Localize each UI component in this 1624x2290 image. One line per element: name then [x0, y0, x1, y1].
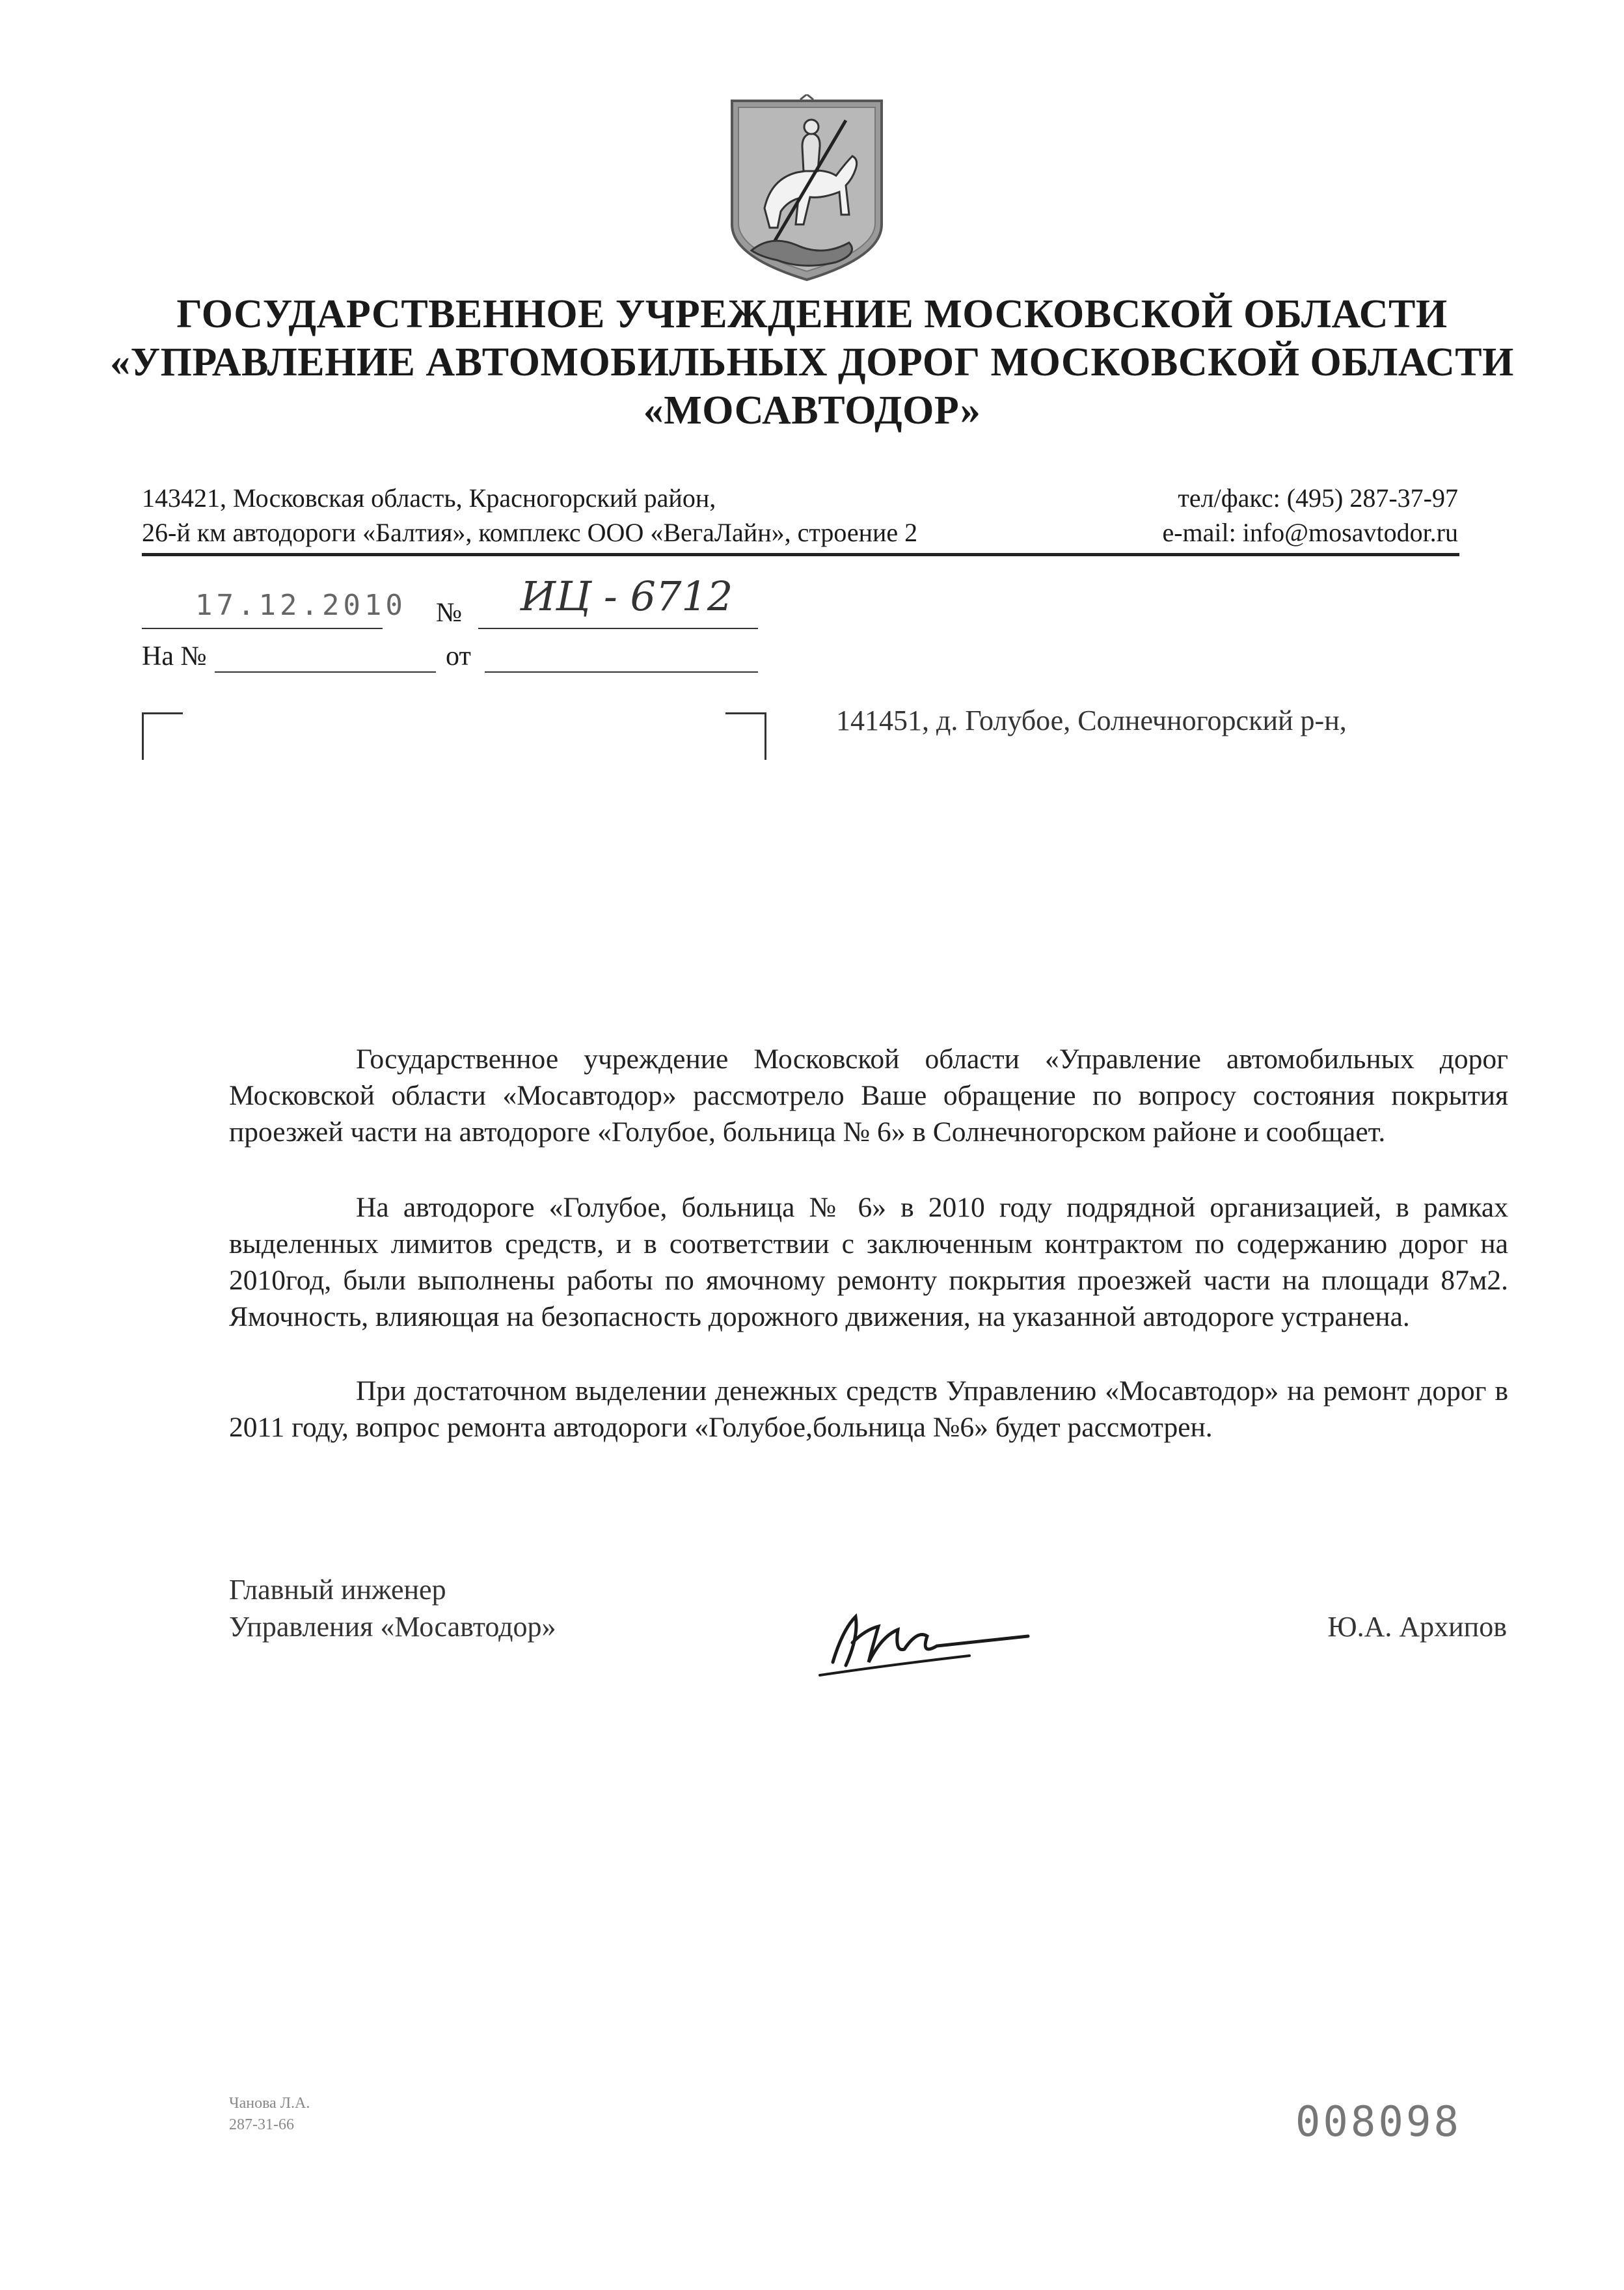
outgoing-date-underline: [142, 628, 383, 629]
reply-from-date-underline: [485, 671, 758, 673]
coat-of-arms-emblem: [725, 94, 888, 283]
handwritten-signature: [807, 1591, 1041, 1688]
body-paragraph-2: На автодороге «Голубое, больница № 6» в 2010 году подрядной организацией, в рамках выделенных лимитов средств, и в соответствии с заключенным контрактом по содержанию дорог на 2010год, были выполнены работы по ямочному ремонту покрытия проезжей части на площади 87м2. Ямочность, влияющая на безопасность дорожного движения, на указанной автодороге устранена.: [229, 1192, 1508, 1332]
outgoing-number-label: №: [436, 598, 463, 628]
org-name-line-1: ГОСУДАРСТВЕННОЕ УЧРЕЖДЕНИЕ МОСКОВСКОЙ ОБЛАСТИ: [176, 292, 1448, 336]
org-name-line-3: «МОСАВТОДОР»: [643, 388, 981, 433]
address-corner-right: [725, 712, 766, 760]
signatory-title-line-1: Главный инженер: [229, 1574, 446, 1606]
reply-from-date-label: от: [446, 641, 471, 671]
org-address-line-1: 143421, Московская область, Красногорский район,: [142, 483, 716, 513]
executor-phone: 287-31-66: [229, 2116, 294, 2133]
executor-name: Чанова Л.А.: [229, 2095, 310, 2112]
outgoing-date-stamp: 17.12.2010: [195, 589, 407, 622]
org-address-line-2: 26-й км автодороги «Балтия», комплекс ООО «ВегаЛайн», строение 2: [142, 518, 918, 547]
signatory-name: Ю.А. Архипов: [1327, 1611, 1507, 1643]
org-name-line-2: «УПРАВЛЕНИЕ АВТОМОБИЛЬНЫХ ДОРОГ МОСКОВСКОЙ ОБЛАСТИ: [110, 340, 1514, 384]
body-paragraph-1: Государственное учреждение Московской области «Управление автомобильных дорог Московской области «Мосавтодор» рассмотрело Ваше обращение по вопросу состояния покрытия проезжей части на автодороге «Голубое, больница № 6» в Солнечногорском районе и сообщает.: [229, 1044, 1508, 1148]
reply-to-number-underline: [215, 671, 436, 673]
org-phone: тел/факс: (495) 287-37-97: [1178, 483, 1458, 513]
header-divider: [142, 553, 1459, 556]
reply-to-number-label: На №: [142, 641, 207, 671]
document-serial-number: 008098: [1295, 2098, 1461, 2146]
org-email: e-mail: info@mosavtodor.ru: [1162, 518, 1458, 547]
signatory-title-line-2: Управления «Мосавтодор»: [229, 1611, 556, 1643]
body-paragraph-3: При достаточном выделении денежных средств Управлению «Мосавтодор» на ремонт дорог в 2011 году, вопрос ремонта автодороги «Голубое,больница №6» будет рассмотрен.: [229, 1375, 1508, 1443]
address-corner-left: [142, 712, 183, 760]
recipient-address: 141451, д. Голубое, Солнечногорский р-н,: [836, 705, 1347, 736]
outgoing-number-underline: [478, 628, 758, 629]
outgoing-number-handwritten: ИЦ - 6712: [521, 572, 733, 620]
